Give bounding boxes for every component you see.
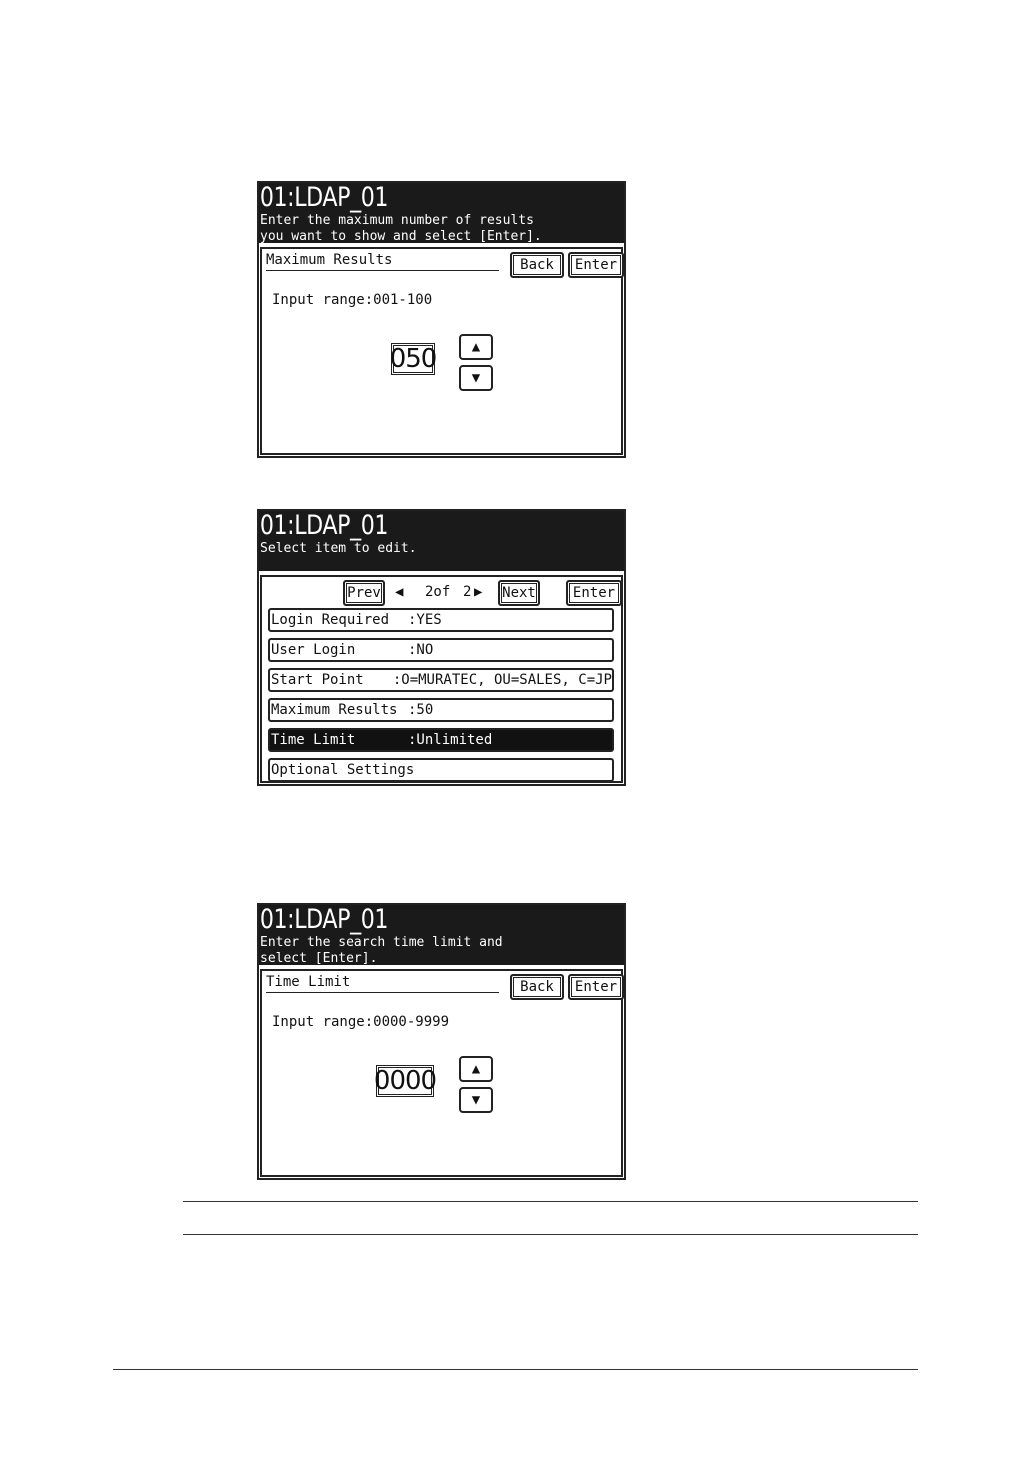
content-frame (260, 575, 623, 783)
down-arrow-button[interactable] (459, 365, 493, 391)
divider-bottom (183, 1234, 918, 1235)
down-arrow-icon: ▼ (471, 370, 481, 386)
list-item-user-login[interactable] (268, 638, 614, 662)
input-range: Input range:0000-9999 (272, 1014, 450, 1030)
item-key: Maximum Results (271, 702, 398, 718)
screen-title: 01:LDAP_01 (259, 182, 389, 213)
value-display[interactable]: 050 (389, 344, 437, 374)
instruction-line-2: select [Enter]. (260, 951, 378, 966)
item-key: Optional Settings (271, 762, 415, 778)
screen-header (259, 511, 624, 571)
list-item-login-required[interactable] (268, 608, 614, 632)
field-label: Maximum Results (266, 252, 499, 271)
next-button[interactable]: Next (498, 580, 540, 606)
item-value: :50 (408, 702, 434, 718)
item-key: Login Required (271, 612, 390, 628)
item-value: :O=MURATEC, OU=SALES, C=JP (392, 672, 612, 688)
page-total: 2 (463, 584, 472, 600)
instruction-line-1: Enter the maximum number of results (260, 213, 534, 228)
time-limit-screen (257, 903, 626, 1180)
item-value: :YES (408, 612, 442, 628)
screen-title: 01:LDAP_01 (259, 904, 389, 935)
list-item-start-point[interactable] (268, 668, 614, 692)
prev-button[interactable]: Prev (343, 580, 385, 606)
field-label: Time Limit (266, 974, 499, 993)
edit-list-screen (257, 509, 626, 786)
footer-rule (113, 1369, 918, 1370)
screen-body (259, 243, 624, 456)
page-indicator: 2of (425, 584, 451, 600)
item-key: Time Limit (271, 732, 356, 748)
back-button[interactable]: Back (510, 974, 564, 1000)
instruction-line: Select item to edit. (260, 541, 417, 556)
item-value: :NO (408, 642, 434, 658)
content-frame (260, 969, 623, 1177)
screen-header (259, 183, 624, 243)
down-arrow-button[interactable] (459, 1087, 493, 1113)
enter-button[interactable]: Enter (568, 974, 624, 1000)
screen-body (259, 571, 624, 784)
up-arrow-icon: ▲ (471, 1061, 481, 1077)
max-results-screen (257, 181, 626, 458)
enter-button[interactable]: Enter (566, 580, 622, 606)
next-arrow-icon[interactable]: ▶ (474, 584, 483, 600)
list-item-time-limit[interactable] (268, 728, 614, 752)
screen-header (259, 905, 624, 965)
item-key: User Login (271, 642, 356, 658)
value-display[interactable]: 0000 (373, 1066, 437, 1096)
item-key: Start Point (271, 672, 364, 688)
input-range: Input range:001-100 (272, 292, 433, 308)
enter-button[interactable]: Enter (568, 252, 624, 278)
list-item-maximum-results[interactable] (268, 698, 614, 722)
up-arrow-button[interactable] (459, 1056, 493, 1082)
item-value: :Unlimited (408, 732, 493, 748)
list-item-optional-settings[interactable] (268, 758, 614, 782)
divider-top (183, 1201, 918, 1202)
content-frame (260, 247, 623, 455)
up-arrow-button[interactable] (459, 334, 493, 360)
back-button[interactable]: Back (510, 252, 564, 278)
down-arrow-icon: ▼ (471, 1092, 481, 1108)
instruction-line-1: Enter the search time limit and (260, 935, 503, 950)
instruction-line-2: you want to show and select [Enter]. (260, 229, 542, 244)
screen-title: 01:LDAP_01 (259, 510, 389, 541)
prev-arrow-icon[interactable]: ◀ (395, 584, 404, 600)
up-arrow-icon: ▲ (471, 339, 481, 355)
screen-body (259, 965, 624, 1178)
